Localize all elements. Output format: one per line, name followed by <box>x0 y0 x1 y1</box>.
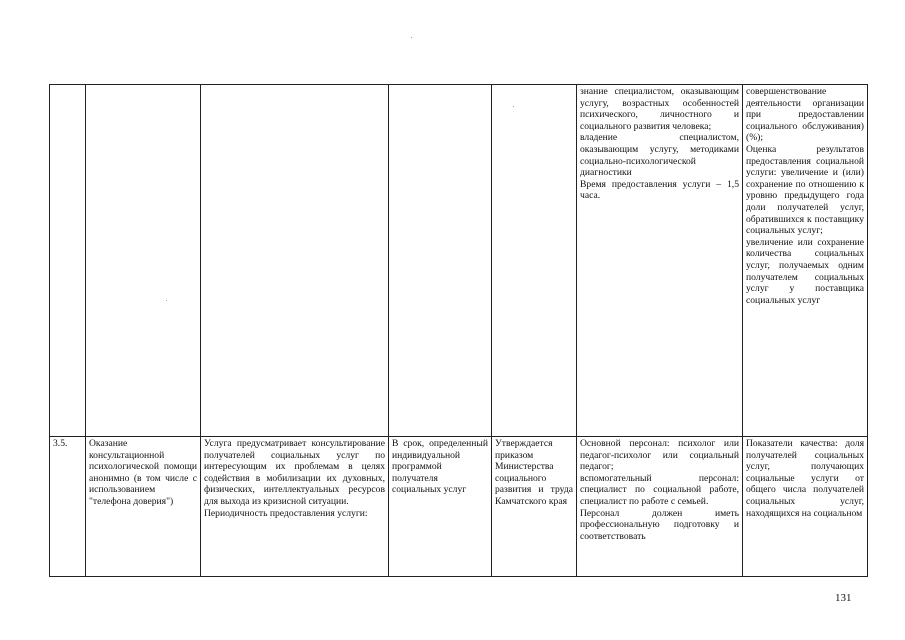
conditions-text: владение специалистом, оказывающим услугу, методиками социально-психологической диагностики <box>580 132 739 179</box>
cell-description <box>201 85 389 437</box>
conditions-text: знание специалистом, оказывающим услугу, возрастных особенностей психического, личностного и социального развития человека; <box>580 86 739 132</box>
cell-term <box>389 85 492 437</box>
cell-service-name <box>86 85 201 437</box>
cell-description <box>201 437 389 577</box>
conditions-text: Основной персонал: психолог или педагог-психолог или социальный педагог; <box>580 438 739 473</box>
cell-indicators <box>743 437 868 577</box>
cell-number: 3.5. <box>50 437 86 577</box>
cell-number <box>50 85 86 437</box>
description-text: Услуга предусматривает консультирование получателей социальных услуг по интересующим их проблемам в целях содействия в мобилизации их духовных, физических, интеллектуальных ресурсов для выхода из кризисной ситуации. <box>204 438 385 507</box>
cell-indicators <box>743 85 868 437</box>
cell-conditions <box>577 437 743 577</box>
cell-conditions <box>577 85 743 437</box>
cell-tariff <box>492 85 577 437</box>
table-row <box>50 437 868 577</box>
services-table <box>49 84 868 577</box>
conditions-text: вспомогательный персонал: специалист по социальной работе, специалист по работе с семьей. <box>580 472 739 507</box>
conditions-text: Персонал должен иметь профессиональную подготовку и соответствовать <box>580 507 739 542</box>
indicators-text: Оценка результатов предоставления социальной услуги: увеличение и (или) сохранение по отношению к уровню предыдущего года доли получателей услуг, обратившихся к поставщику социальных услуг; <box>746 143 864 237</box>
cell-term: В срок, определенный индивидуальной программой получателя социальных услуг <box>389 437 492 577</box>
indicators-text: Показатели качества: доля получателей социальных услуг, получающих социальные услуги от общего числа получателей социальных услуг, находящихся на социальном <box>746 438 864 519</box>
page-number: 131 <box>835 592 852 604</box>
cell-service-name: Оказание консультационной психологической помощи анонимно (в том числе с использованием "телефона доверия") <box>86 437 201 577</box>
indicators-text: увеличение или сохранение количества социальных услуг, получаемых одним получателем социальных услуг у поставщика социальных услуг <box>746 236 864 306</box>
indicators-text: совершенствование деятельности организации при предоставлении социального обслуживания) (%); <box>746 86 864 144</box>
table-row <box>50 85 868 437</box>
cell-tariff: Утверждается приказом Министерства социального развития и труда Камчатского края <box>492 437 577 577</box>
description-text: Периодичность предоставления услуги: <box>204 507 368 519</box>
conditions-text: Время предоставления услуги – 1,5 часа. <box>580 178 739 202</box>
scan-speck <box>411 37 412 38</box>
